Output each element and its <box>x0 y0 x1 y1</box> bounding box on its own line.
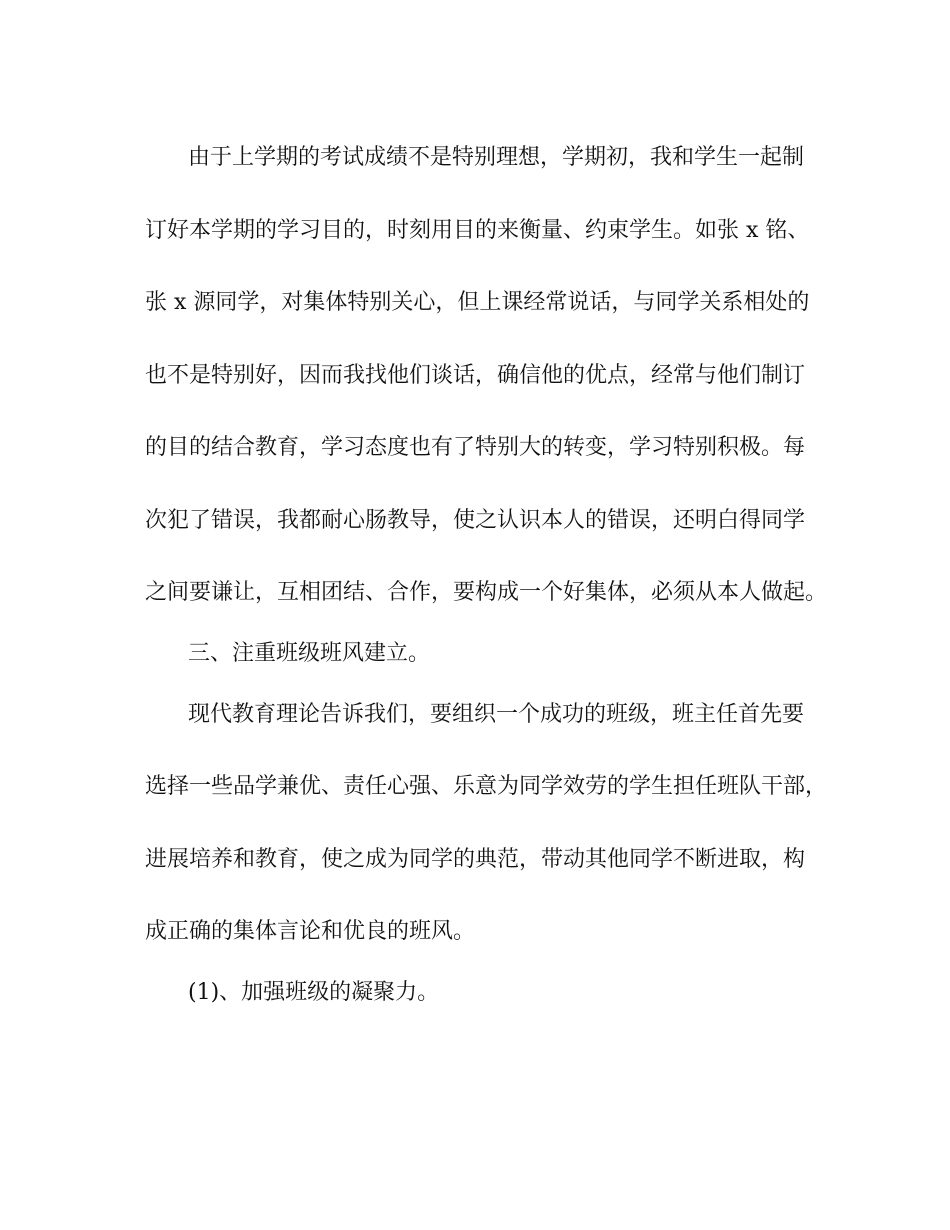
paragraph-1-line-1: 由于上学期的考试成绩不是特别理想，学期初，我和学生一起制 <box>188 145 805 170</box>
paragraph-2-line-3: 进展培养和教育，使之成为同学的典范，带动其他同学不断进取，构 <box>145 847 806 872</box>
paragraph-1-line-5: 的目的结合教育，学习态度也有了特别大的转变，学习特别积极。每 <box>145 435 806 460</box>
paragraph-2-line-2: 选择一些品学兼优、责任心强、乐意为同学效劳的学生担任班队干部， <box>145 774 828 799</box>
paragraph-1-line-2: 订好本学期的学习目的，时刻用目的来衡量、约束学生。如张 x 铭、 <box>145 218 810 243</box>
subsection-heading: (1)、加强班级的凝聚力。 <box>188 980 440 1005</box>
paragraph-1-line-7: 之间要谦让，互相团结、合作，要构成一个好集体，必须从本人做起。 <box>145 580 828 605</box>
paragraph-1-line-6: 次犯了错误，我都耐心肠教导，使之认识本人的错误，还明白得同学 <box>145 508 806 533</box>
paragraph-1-line-3: 张 x 源同学，对集体特别关心，但上课经常说话，与同学关系相处的 <box>145 290 810 315</box>
paragraph-2-line-1: 现代教育理论告诉我们，要组织一个成功的班级，班主任首先要 <box>188 702 805 727</box>
section-heading: 三、注重班级班风建立。 <box>188 641 431 666</box>
paragraph-1-line-4: 也不是特别好，因而我找他们谈话，确信他的优点，经常与他们制订 <box>145 363 806 388</box>
paragraph-2-line-4: 成正确的集体言论和优良的班风。 <box>145 919 476 944</box>
